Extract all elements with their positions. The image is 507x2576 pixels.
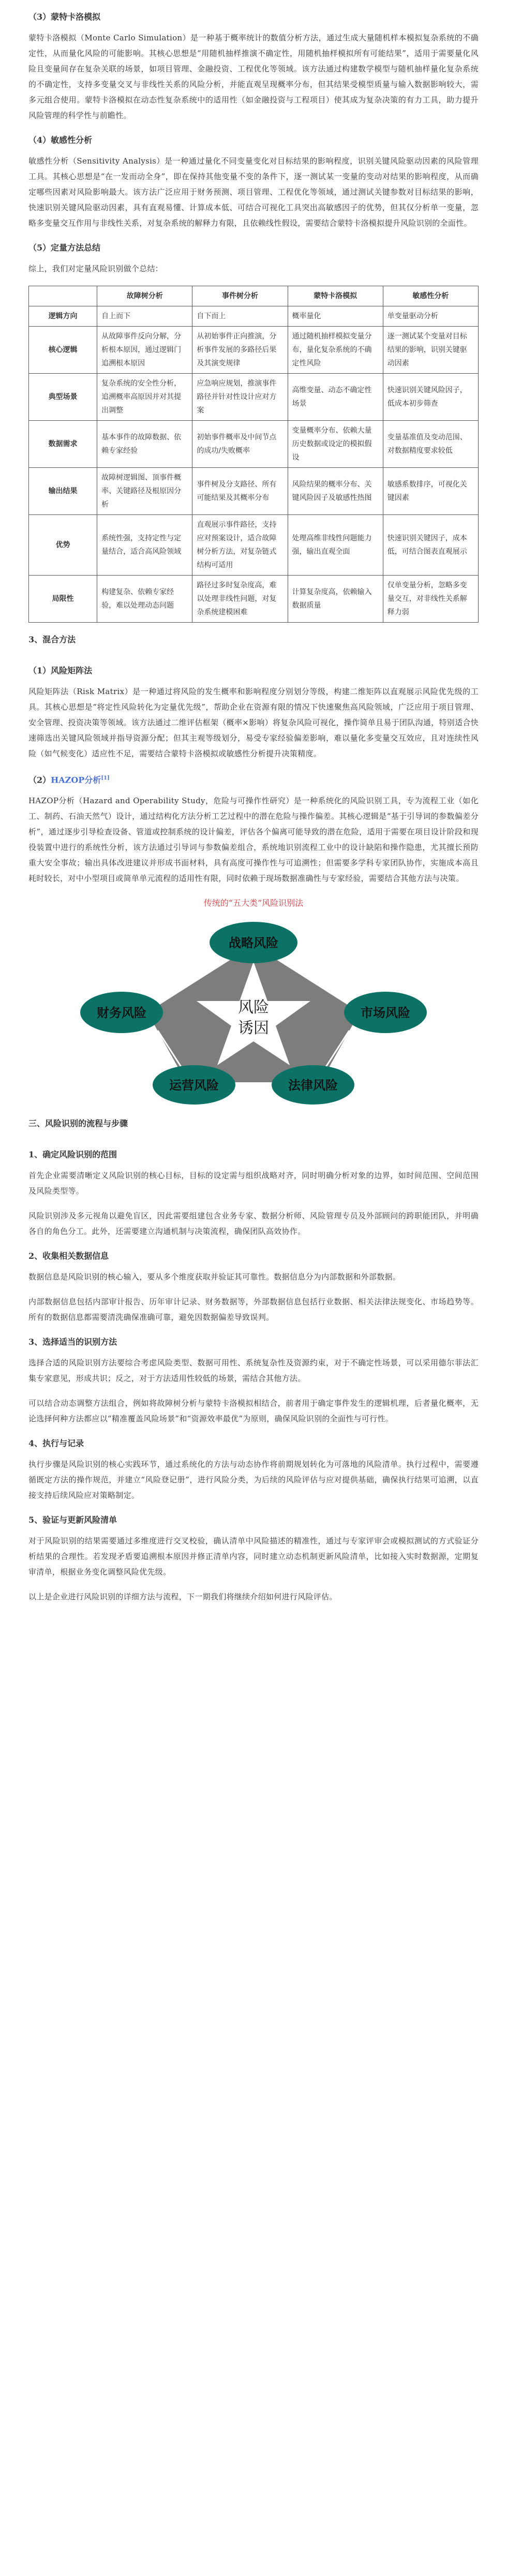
table-header-row [29, 286, 479, 306]
table-cell: 从初始事件正向推演，分析事件发展的多路径后果及其演变规律 [192, 327, 288, 374]
section-heading-mixed-methods: 3、混合方法 [28, 635, 76, 644]
paragraph-risk-matrix: 风险矩阵法（Risk Matrix）是一种通过将风险的发生概率和影响程度分别划分等级，构建二维矩阵以直观展示风险优先级的工具。其核心思想是“将定性风险转化为定量优先级”，帮助企业在资源有限的情况下快速聚焦高风险领域，广泛应用于项目管理、安全管理、投资决策等领域。该方法通过二维评估框架（概率×影响）将复杂风险可视化，操作简单且易于团队沟通，特别适合快速筛选出关键风险领域并指导资源分配；但其主观等级划分，易受专家经验偏差影响，难以量化多变量交互效应，且对连续性风险（如气候变化）适应性不足，需要结合蒙特卡洛模拟或敏感性分析提升决策精度。 [28, 687, 479, 758]
five-risk-categories-diagram [28, 914, 479, 1106]
table-row [29, 468, 479, 515]
node-label: 战略风险 [229, 936, 278, 951]
table-cell: 快速识别关键因子，成本低，可结合图表直观展示 [383, 515, 478, 576]
table-cell: 从故障事件反向分解，分析根本原因，通过逻辑门追溯根本原因 [97, 327, 192, 374]
step-heading-2: 2、收集相关数据信息 [28, 1251, 109, 1261]
node-label: 运营风险 [169, 1079, 219, 1093]
table-row-header: 核心逻辑 [29, 327, 97, 374]
paragraph-step-3a: 选择合适的风险识别方法要综合考虑风险类型、数据可用性、系统复杂性及资源约束，对于不确定性场景，可以采用德尔菲法汇集专家意见，形成共识；反之，对于方法适用性较低的场景，需结合其他方法。 [28, 1358, 479, 1383]
table-cell: 构建复杂、依赖专家经验，难以处理动态问题 [97, 576, 192, 623]
table-row [29, 374, 479, 421]
table-cell: 应急响应规划，推演事件路径并针对性设计应对方案 [192, 374, 288, 421]
table-header-cell: 事件树分析 [192, 286, 288, 306]
paragraph-step-5: 对于风险识别的结果需要通过多维度进行交叉校验，确认清单中风险描述的精准性，通过与专家评审会或模拟测试的方式验证分析结果的合理性。若发现矛盾要追溯根本原因并修正清单内容，同时建立动态机制更新风险清单，比如接入实时数据源，定期复审清单，根据业务变化调整风险优先级。 [28, 1536, 479, 1577]
table-cell: 事件树及分支路径、所有可能结果及其概率分布 [192, 468, 288, 515]
table-row [29, 306, 479, 327]
paragraph-closing: 以上是企业进行风险识别的详细方法与流程，下一期我们将继续介绍如何进行风险评估。 [28, 1592, 337, 1602]
step-heading-5: 5、验证与更新风险清单 [28, 1515, 117, 1525]
table-cell: 计算复杂度高，依赖输入数据质量 [288, 576, 383, 623]
table-row-header: 数据需求 [29, 421, 97, 468]
node-operations [153, 1065, 235, 1105]
table-row-header: 局限性 [29, 576, 97, 623]
table-cell: 复杂系统的安全性分析，追溯概率高原因并对其提出调整 [97, 374, 192, 421]
table-row-header: 输出结果 [29, 468, 97, 515]
paragraph-step-1a: 首先企业需要清晰定义风险识别的核心目标，目标的设定需与组织战略对齐，同时明确分析对象的边界，如时间范围、空间范围及风险类型等。 [28, 1171, 479, 1196]
table-row [29, 576, 479, 623]
table-cell: 变量基准值及变动范围、对数据精度要求较低 [383, 421, 478, 468]
paragraph-step-3b: 可以结合动态调整方法组合，例如将故障树分析与蒙特卡洛模拟相结合，前者用于确定事件发生的逻辑机理，后者量化概率，无论选择何种方法都应以“精准覆盖风险场景”和“资源效率最优”为原则，确保风险识别的全面性与可行性。 [28, 1399, 479, 1424]
table-cell: 初始事件概率及中间节点的成功/失败概率 [192, 421, 288, 468]
hazop-link[interactable]: HAZOP分析 [51, 775, 101, 785]
table-cell: 通过随机抽样模拟变量分布，量化复杂系统的不确定性风险 [288, 327, 383, 374]
section-heading-quant-summary: （5）定量方法总结 [28, 243, 101, 253]
paragraph-hazop: HAZOP分析（Hazard and Operability Study，危险与可操作性研究）是一种系统化的风险识别工具，专为流程工业（如化工、制药、石油天然气）设计，通过结构化方法分析工艺过程中的潜在危险与操作偏差。其核心逻辑是“基于引导词的参数偏差分析”，通过逐步引导检查设备、管道或控制系统的设计偏差，评估各个偏离可能导致的潜在危险，适用于需要在项目设计阶段和现役装置中进行的系统性分析，该方法通过引导词与参数偏差组合，系统地识别流程工业中的设计缺陷和操作隐患，尤其擅长预防重大安全事故；输出具体改进建议并形成书面材料，具有高度可操作性与可追溯性；但需要多学科专家团队协作，实施成本高且耗时较长，对中小型项目或简单单元流程的适用性有限，同时依赖于现场数据准确性与专家经验，需要结合其他方法与决策。 [28, 796, 479, 884]
node-label: 财务风险 [97, 1006, 146, 1021]
table-header-cell: 故障树分析 [97, 286, 192, 306]
step-heading-4: 4、执行与记录 [28, 1438, 84, 1449]
node-strategy [210, 922, 297, 963]
table-cell: 故障树逻辑图、顶事件概率、关键路径及根原因分析 [97, 468, 192, 515]
table-header-cell [29, 286, 97, 306]
center-label-top: 风险 [238, 999, 269, 1017]
table-row [29, 421, 479, 468]
footnote-ref[interactable]: [1] [101, 775, 110, 781]
comparison-table [28, 286, 479, 623]
table-cell: 直观展示事件路径，支持应对预案设计，适合故障树分析方法，对复杂链式结构可适用 [192, 515, 288, 576]
table-row-header: 优势 [29, 515, 97, 576]
node-market [344, 992, 427, 1033]
table-header-cell: 蒙特卡洛模拟 [288, 286, 383, 306]
paragraph-step-4: 执行步骤是风险识别的核心实践环节，通过系统化的方法与动态协作将前期规划转化为可落地的风险清单。执行过程中，需要遵循既定方法的操作规范，并建立“风险登记册”，进行风险分类，为后续的风险评估与应对提供基础，确保执行结果可追溯，以直接支持后续风险应对策略制定。 [28, 1460, 479, 1500]
paragraph-quant-summary-intro: 综上，我们对定量风险识别做个总结： [28, 264, 163, 273]
table-cell: 系统性强，支持定性与定量结合，适合高风险领域 [97, 515, 192, 576]
paragraph-step-2b: 内部数据信息包括内部审计报告、历年审计记录、财务数据等，外部数据信息包括行业数据、相关法律法规变化、市场趋势等。所有的数据信息都需要清洗确保准确可靠，避免因数据偏差导致误判。 [28, 1297, 479, 1322]
table-cell: 高维变量、动态不确定性场景 [288, 374, 383, 421]
table-cell: 基本事件的故障数据、依赖专家经验 [97, 421, 192, 468]
table-row-header: 典型场景 [29, 374, 97, 421]
table-cell: 快速识别关键风险因子，低成本初步筛查 [383, 374, 478, 421]
table-cell: 仅单变量分析，忽略多变量交互，对非线性关系解释力弱 [383, 576, 478, 623]
table-cell: 自下而上 [192, 306, 288, 327]
paragraph-step-2a: 数据信息是风险识别的核心输入，要从多个维度获取并验证其可靠性。数据信息分为内部数据和外部数据。 [28, 1272, 401, 1282]
section-heading-monte-carlo: （3）蒙特卡洛模拟 [28, 12, 101, 22]
table-cell: 敏感系数排序，可视化关键因素 [383, 468, 478, 515]
section-heading-risk-matrix: （1）风险矩阵法 [28, 666, 93, 675]
five-risk-diagram-svg [28, 914, 479, 1106]
table-cell: 单变量驱动分析 [383, 306, 478, 327]
node-legal [272, 1065, 354, 1105]
center-label-bottom: 诱因 [238, 1020, 269, 1037]
paragraph-sensitivity: 敏感性分析（Sensitivity Analysis）是一种通过量化不同变量变化对目标结果的影响程度，识别关键风险驱动因素的风险管理工具。其核心思想是“在一发而动全身”，即在保持其他变量不变的条件下，逐一测试某一变量的变动对结果的影响程度，从而确定哪些因素对风险影响最大。该方法广泛应用于财务预测、项目管理、工程优化等领域，通过测试关键参数对目标结果的影响，快速识别关键风险驱动因素，具有直观易懂、计算成本低、可结合可视化工具突出高敏感因子的优势，但其仅分析单一变量，忽略多变量交互作用与非线性关系，对复杂系统的解释力有限，且依赖线性假设，需要结合蒙特卡洛模拟提升风险识别的全面性。 [28, 156, 479, 228]
figure-title: 传统的“五大类”风险识别法 [203, 898, 304, 908]
paragraph-monte-carlo: 蒙特卡洛模拟（Monte Carlo Simulation）是一种基于概率统计的数值分析方法，通过生成大量随机样本模拟复杂系统的不确定性，从而量化风险的可能影响。其核心思想是“用随机抽样推演不确定性，用随机抽样模拟所有可能结果”，适用于需要量化风险且变量间存在复杂关联的场景，如项目管理、金融投资、工程优化等领域。该方法通过构建数学模型与随机抽样量化复杂系统的不确定性，支持多变量交叉与非线性关系的风险分析，并能直观呈现概率分布，但其结果受模型质量与输入数据影响较大，需多元组合使用。蒙特卡洛模拟在动态性复杂系统中的适用性（如金融投资与工程项目）使其成为复杂决策的有力工具，助力提升风险管理的科学性与前瞻性。 [28, 33, 479, 120]
table-cell: 概率量化 [288, 306, 383, 327]
section-heading-sensitivity: （4）敏感性分析 [28, 135, 93, 145]
step-heading-3: 3、选择适当的识别方法 [28, 1337, 117, 1347]
table-cell: 处理高维非线性问题能力强，输出直观全面 [288, 515, 383, 576]
paragraph-step-1b: 风险识别涉及多元视角以避免盲区，因此需要组建包含业务专家、数据分析师、风险管理专员及外部顾问的跨职能团队，并明确各自的角色分工。此外，还需要建立沟通机制与决策流程，确保团队高效协作。 [28, 1211, 479, 1237]
section-heading-process: 三、风险识别的流程与步骤 [28, 1118, 128, 1129]
node-finance [80, 992, 163, 1033]
node-label: 市场风险 [361, 1006, 410, 1021]
table-header-cell: 敏感性分析 [383, 286, 478, 306]
table-row-header: 逻辑方向 [29, 306, 97, 327]
table-row [29, 327, 479, 374]
table-row [29, 515, 479, 576]
section-heading-hazop [28, 771, 479, 788]
step-heading-1: 1、确定风险识别的范围 [28, 1150, 117, 1160]
node-label: 法律风险 [288, 1079, 338, 1093]
table-cell: 风险结果的概率分布、关键风险因子及敏感性热图 [288, 468, 383, 515]
table-cell: 路径过多时复杂度高，难以处理非线性问题，对复杂系统建模困难 [192, 576, 288, 623]
hazop-heading-prefix: （2） [28, 775, 51, 785]
table-cell: 变量概率分布、依赖大量历史数据或设定的模拟假设 [288, 421, 383, 468]
table-cell: 逐一测试某个变量对目标结果的影响，识别关键驱动因素 [383, 327, 478, 374]
table-cell: 自上而下 [97, 306, 192, 327]
